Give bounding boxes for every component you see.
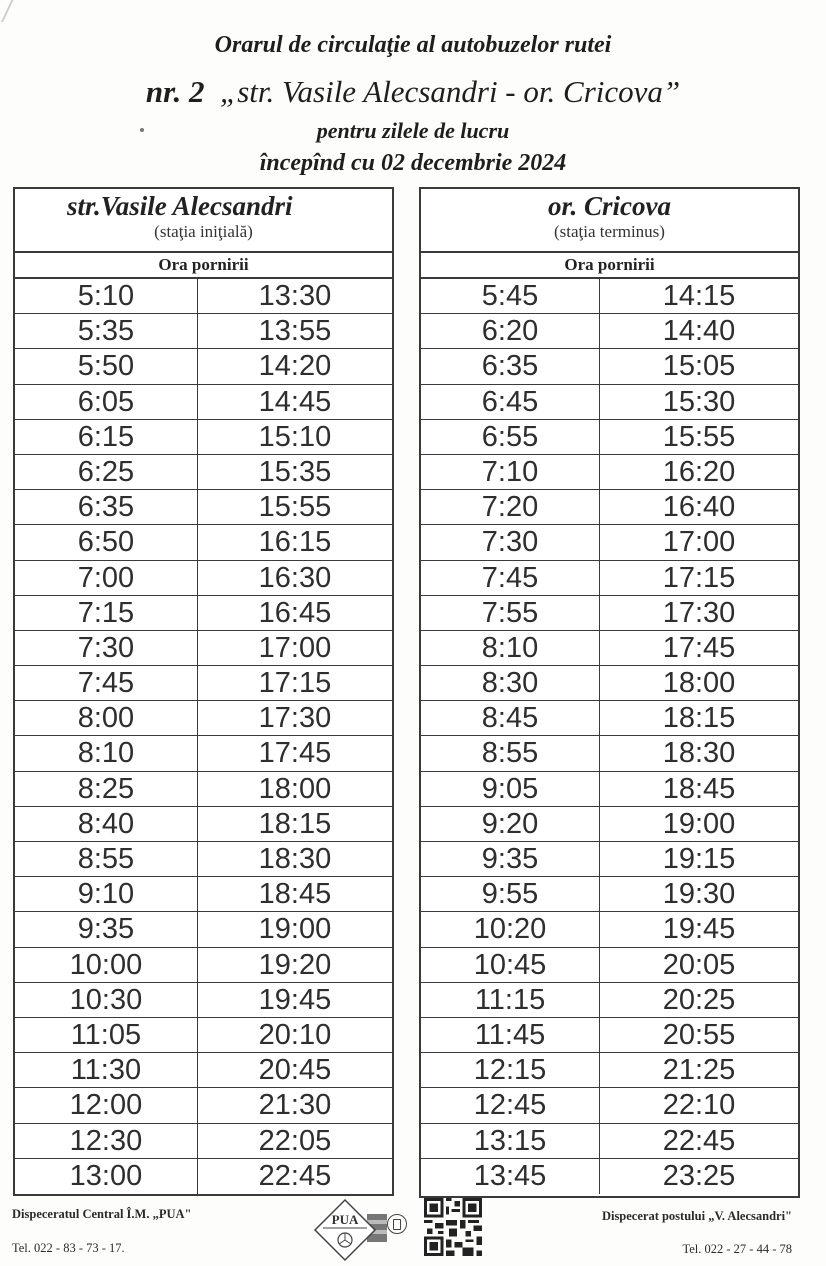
departure-time-afternoon: 17:00 [662, 526, 736, 559]
table-row [15, 842, 392, 877]
departure-time-afternoon: 16:30 [258, 561, 332, 594]
table-row [421, 948, 798, 983]
departures-list [421, 279, 798, 1194]
departure-time-afternoon: 19:30 [662, 878, 736, 911]
table-row [421, 561, 798, 596]
table-row [421, 420, 798, 455]
departure-time-morning: 11:30 [15, 1053, 198, 1087]
table-row [421, 983, 798, 1018]
table-row [421, 279, 798, 314]
departure-time-afternoon: 15:05 [662, 350, 736, 383]
departure-time-morning: 6:45 [421, 385, 600, 419]
table-row [15, 349, 392, 384]
departure-time-afternoon: 18:00 [258, 772, 332, 805]
departure-time-morning: 7:10 [421, 455, 600, 489]
departure-time-afternoon: 14:40 [662, 315, 736, 348]
departure-time-morning: 12:15 [421, 1053, 600, 1087]
table-row [15, 1088, 392, 1123]
table-row [421, 842, 798, 877]
station-type: (staţia iniţială) [154, 222, 253, 241]
departure-time-afternoon: 20:55 [662, 1018, 736, 1051]
departure-time-morning: 7:45 [15, 666, 198, 700]
departure-time-afternoon: 16:20 [662, 455, 736, 488]
post-dispatcher-label: Dispecerat postului „V. Alecsandri" [601, 1209, 792, 1223]
departure-time-afternoon: 19:00 [258, 913, 332, 946]
departure-time-morning: 5:10 [15, 279, 198, 313]
table-row [421, 314, 798, 349]
departure-time-afternoon: 20:10 [258, 1018, 332, 1051]
departure-time-morning: 5:45 [421, 279, 600, 313]
departure-time-morning: 7:55 [421, 596, 600, 630]
departure-time-morning: 6:25 [15, 455, 198, 489]
departure-time-morning: 7:45 [421, 561, 600, 595]
departure-time-afternoon: 15:30 [662, 385, 736, 418]
departure-time-morning: 8:55 [15, 842, 198, 876]
table-row [421, 455, 798, 490]
departure-time-morning: 8:55 [421, 736, 600, 770]
departure-time-afternoon: 18:15 [258, 807, 332, 840]
departure-time-afternoon: 19:00 [662, 807, 736, 840]
departure-time-afternoon: 20:05 [662, 948, 736, 981]
departure-time-morning: 9:55 [421, 877, 600, 911]
station-name: or. Cricova [547, 191, 671, 221]
table-row [15, 1018, 392, 1053]
pua-logo-icon [313, 1198, 393, 1262]
departure-time-afternoon: 16:45 [258, 596, 332, 629]
departure-time-morning: 13:45 [421, 1159, 600, 1194]
table-row [421, 596, 798, 631]
departure-time-morning: 6:20 [421, 314, 600, 348]
departure-time-afternoon: 13:30 [258, 280, 332, 312]
departure-time-morning: 8:40 [15, 807, 198, 841]
table-row [15, 666, 392, 701]
table-row [421, 385, 798, 420]
departure-time-afternoon: 18:45 [662, 772, 736, 805]
table-row [15, 912, 392, 947]
station-table-vasile-alecsandri [13, 187, 394, 1196]
table-row [15, 1053, 392, 1088]
departures-header: Ora pornirii [421, 253, 798, 279]
table-row [15, 1159, 392, 1194]
departure-time-morning: 8:10 [15, 736, 198, 770]
table-row [15, 772, 392, 807]
table-row [15, 596, 392, 631]
departure-time-afternoon: 19:20 [258, 948, 332, 981]
departure-time-afternoon: 18:45 [258, 878, 332, 911]
departure-time-morning: 9:35 [421, 842, 600, 876]
departure-time-afternoon: 16:40 [662, 491, 736, 524]
departure-time-morning: 6:35 [421, 349, 600, 383]
logo-text: PUA [331, 1212, 359, 1227]
departures-header: Ora pornirii [15, 253, 392, 279]
route-name: „str. Vasile Alecsandri - or. Cricova” [219, 74, 681, 109]
departure-time-morning: 10:45 [421, 948, 600, 982]
post-dispatcher-phone: Tel. 022 - 27 - 44 - 78 [682, 1242, 792, 1256]
departure-time-morning: 8:00 [15, 701, 198, 735]
table-row [15, 525, 392, 560]
schedule-effective-date: începînd cu 02 decembrie 2024 [259, 150, 567, 176]
table-row [421, 525, 798, 560]
departure-time-morning: 13:15 [421, 1124, 600, 1158]
departure-time-afternoon: 15:55 [258, 491, 332, 524]
table-row [421, 1053, 798, 1088]
departure-time-morning: 10:00 [15, 948, 198, 982]
departure-time-afternoon: 22:10 [662, 1089, 736, 1122]
table-row [15, 983, 392, 1018]
departure-time-morning: 12:45 [421, 1088, 600, 1122]
table-row [15, 631, 392, 666]
table-row [15, 279, 392, 314]
table-row [15, 877, 392, 912]
departure-time-afternoon: 13:55 [258, 315, 332, 348]
table-row [421, 1124, 798, 1159]
departure-time-morning: 11:45 [421, 1018, 600, 1052]
departure-time-afternoon: 20:45 [258, 1054, 332, 1087]
departure-time-morning: 6:15 [15, 420, 198, 454]
station-header [15, 189, 392, 253]
departure-time-afternoon: 18:15 [662, 702, 736, 735]
departure-time-afternoon: 17:30 [258, 702, 332, 735]
table-row [421, 736, 798, 771]
departure-time-afternoon: 14:15 [662, 280, 736, 312]
departure-time-afternoon: 14:20 [258, 350, 332, 383]
departure-time-morning: 11:05 [15, 1018, 198, 1052]
table-row [421, 1159, 798, 1194]
route-title [0, 74, 826, 110]
departure-time-afternoon: 18:30 [662, 737, 736, 770]
departure-time-morning: 7:30 [421, 525, 600, 559]
departure-time-afternoon: 16:15 [258, 526, 332, 559]
table-row [15, 561, 392, 596]
departure-time-morning: 12:30 [15, 1124, 198, 1158]
table-row [15, 948, 392, 983]
departure-time-afternoon: 15:35 [258, 455, 332, 488]
departure-time-morning: 8:10 [421, 631, 600, 665]
departure-time-afternoon: 17:15 [662, 561, 736, 594]
departure-time-afternoon: 17:15 [258, 667, 332, 700]
departure-time-morning: 9:05 [421, 772, 600, 806]
schedule-days: pentru zilele de lucru [316, 118, 510, 143]
departure-time-morning: 5:35 [15, 314, 198, 348]
departure-time-morning: 6:55 [421, 420, 600, 454]
departure-time-afternoon: 14:45 [258, 385, 332, 418]
departure-time-morning: 8:45 [421, 701, 600, 735]
departure-time-afternoon: 17:45 [662, 631, 736, 664]
schedule-title: Orarul de circulaţie al autobuzelor rutei [214, 32, 612, 58]
departure-time-morning: 7:20 [421, 490, 600, 524]
departure-time-morning: 7:30 [15, 631, 198, 665]
table-row [421, 912, 798, 947]
departure-time-morning: 7:00 [15, 561, 198, 595]
departure-time-afternoon: 18:00 [662, 667, 736, 700]
scan-artifact [0, 0, 14, 22]
departure-time-afternoon: 18:30 [258, 843, 332, 875]
mobile-app-icon [387, 1214, 407, 1234]
departure-time-afternoon: 22:05 [258, 1124, 332, 1157]
station-type: (staţia terminus) [554, 222, 665, 241]
departure-time-morning: 6:50 [15, 525, 198, 559]
departure-time-afternoon: 19:45 [662, 913, 736, 946]
table-row [421, 772, 798, 807]
departure-time-afternoon: 21:30 [258, 1089, 332, 1122]
departure-time-afternoon: 17:45 [258, 737, 332, 770]
table-row [15, 1124, 392, 1159]
departure-time-morning: 13:00 [15, 1159, 198, 1194]
departure-time-morning: 12:00 [15, 1088, 198, 1122]
table-row [421, 349, 798, 384]
table-row [421, 1018, 798, 1053]
departure-time-morning: 10:20 [421, 912, 600, 946]
table-row [421, 490, 798, 525]
table-row [15, 701, 392, 736]
departure-time-afternoon: 21:25 [662, 1054, 736, 1087]
departure-time-afternoon: 15:10 [258, 420, 332, 453]
departures-list [15, 279, 392, 1194]
departure-time-afternoon: 19:15 [662, 843, 736, 875]
departure-time-afternoon: 20:25 [662, 983, 736, 1016]
departure-time-morning: 7:15 [15, 596, 198, 630]
table-row [421, 666, 798, 701]
departure-time-afternoon: 17:00 [258, 631, 332, 664]
table-row [421, 631, 798, 666]
table-row [15, 490, 392, 525]
station-header [421, 189, 798, 253]
table-row [421, 1088, 798, 1123]
table-row [15, 807, 392, 842]
station-table-cricova [419, 187, 800, 1198]
table-row [421, 807, 798, 842]
departure-time-morning: 5:50 [15, 349, 198, 383]
central-dispatcher-phone: Tel. 022 - 83 - 73 - 17. [12, 1241, 125, 1255]
departure-time-morning: 8:25 [15, 772, 198, 806]
departure-time-afternoon: 15:55 [662, 420, 736, 453]
table-row [421, 877, 798, 912]
departure-time-morning: 9:20 [421, 807, 600, 841]
qr-code-icon [424, 1198, 482, 1256]
departure-time-afternoon: 23:25 [662, 1159, 736, 1192]
departure-time-afternoon: 19:45 [258, 983, 332, 1016]
table-row [15, 420, 392, 455]
departure-time-afternoon: 17:30 [662, 596, 736, 629]
station-name: str.Vasile Alecsandri [67, 191, 293, 221]
departure-time-afternoon: 22:45 [258, 1159, 332, 1192]
central-dispatcher-label: Dispeceratul Central Î.M. „PUA" [12, 1207, 192, 1221]
table-row [15, 455, 392, 490]
table-row [15, 736, 392, 771]
departure-time-morning: 8:30 [421, 666, 600, 700]
departure-time-afternoon: 22:45 [662, 1124, 736, 1157]
departure-time-morning: 9:10 [15, 877, 198, 911]
departure-time-morning: 6:35 [15, 490, 198, 524]
route-number: nr. 2 [145, 74, 205, 109]
table-row [15, 314, 392, 349]
departure-time-morning: 10:30 [15, 983, 198, 1017]
table-row [15, 385, 392, 420]
departure-time-morning: 9:35 [15, 912, 198, 946]
departure-time-morning: 6:05 [15, 385, 198, 419]
departure-time-morning: 11:15 [421, 983, 600, 1017]
table-row [421, 701, 798, 736]
